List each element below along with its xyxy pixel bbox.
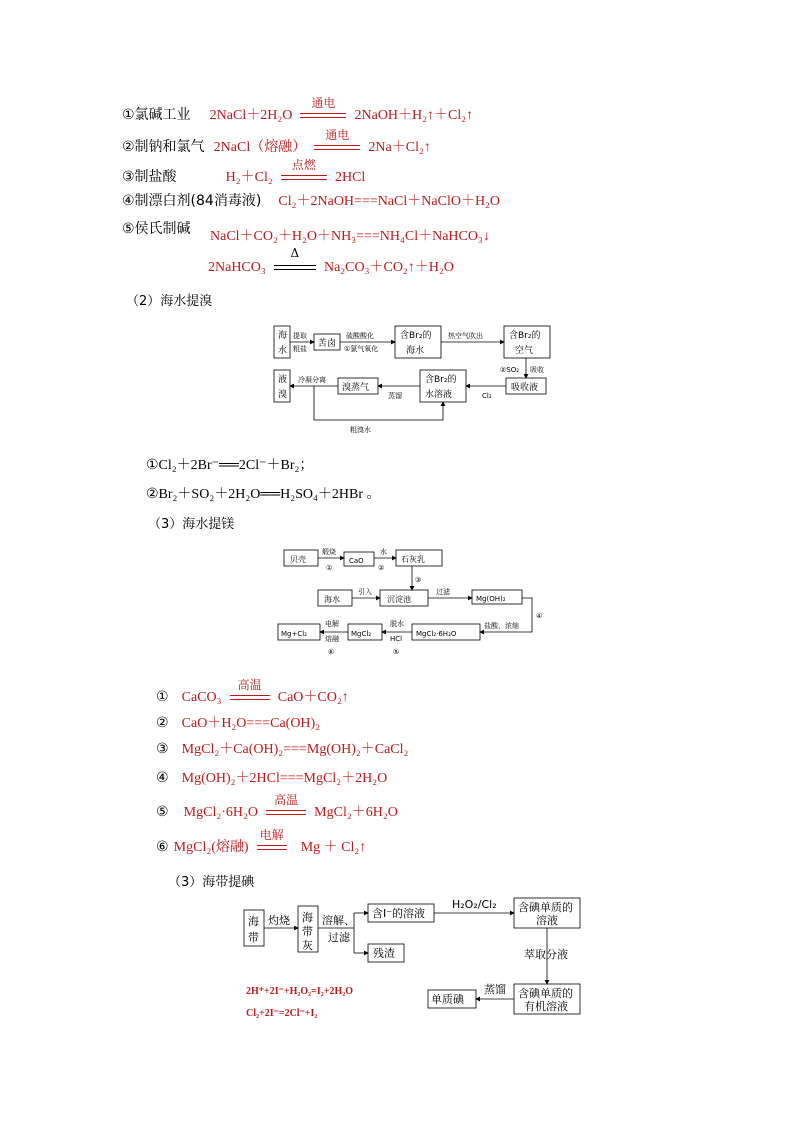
reaction-3-label: ③制盐酸 xyxy=(122,169,177,185)
extract-label: 萃取分液 xyxy=(524,948,568,961)
mg-eq-5-condition: 高温 xyxy=(266,804,306,820)
step1-bottom: ① xyxy=(326,564,333,572)
reaction-3-condition: 点燃 xyxy=(281,169,327,185)
reaction-3-right: 2HCl xyxy=(334,170,366,185)
step9-num: ⑥ xyxy=(328,648,335,656)
mg-eq-2-num: ② xyxy=(156,715,169,731)
reaction-5-label: ⑤侯氏制碱 xyxy=(122,221,191,237)
arrow3-top: 热空气吹出 xyxy=(448,332,483,340)
bromine-flow-diagram xyxy=(268,320,558,436)
iodine-solution-2: 溶液 xyxy=(536,914,558,927)
step8-bottom: HCl xyxy=(390,635,403,643)
mg-eq-1 xyxy=(156,677,349,706)
reaction-2-left: 2NaCl（熔融） xyxy=(213,140,307,155)
reaction-2-condition: 通电 xyxy=(314,139,360,155)
iodine-flow-diagram xyxy=(238,894,588,1018)
mg-eq-3-num: ③ xyxy=(156,741,169,757)
section-4-title: （3）海带提碘 xyxy=(168,875,255,890)
mg-eq-4 xyxy=(156,767,387,787)
kelp-char-2: 带 xyxy=(248,931,259,944)
residue-label: 残渣 xyxy=(373,947,395,960)
step3: ③ xyxy=(415,576,422,584)
reaction-5-label-row xyxy=(122,218,191,238)
burn-label: 灼烧 xyxy=(268,914,290,927)
liquid-bromine-1: 液 xyxy=(278,375,288,385)
mg-eq-2-text: CaO＋H₂O===Ca(OH)₂ xyxy=(181,716,321,731)
iodine-label: 单质碘 xyxy=(431,993,464,1006)
reaction-3 xyxy=(122,157,366,186)
bromine-vapor-label: 溴蒸气 xyxy=(342,383,370,393)
oxidant-label: H₂O₂/Cl₂ xyxy=(452,898,497,911)
step5-top: 过滤 xyxy=(436,588,450,596)
arrow4-label-1: ②SO₂ xyxy=(500,366,520,374)
reaction-5-eq2 xyxy=(208,245,454,276)
seawater-mg-label: 海水 xyxy=(324,595,340,604)
bromine-air-2: 空气 xyxy=(515,346,534,356)
mg-eq-6-num: ⑥ xyxy=(156,839,169,855)
reaction-5-eq1: NaCl＋CO₂＋H₂O＋NH₃===NH₄Cl＋NaHCO₃↓ xyxy=(210,229,490,244)
step8-top: 脱水 xyxy=(390,620,404,628)
magnesium-flow-diagram xyxy=(272,544,552,662)
reaction-5-eq2-condition: Δ xyxy=(274,259,316,275)
reaction-1 xyxy=(122,95,474,124)
arrow2-bottom: ①氯气氧化 xyxy=(344,345,379,353)
mg-eq-5-right: MgCl₂＋6H₂O xyxy=(314,805,398,820)
reaction-5-eq2-left: 2NaHCO₃ xyxy=(208,260,266,275)
arrow7-label: 冷凝分离 xyxy=(298,376,326,384)
mgcl-label: MgCl₂ xyxy=(351,630,372,638)
brine-label: 苦卤 xyxy=(318,339,337,349)
mg-eq-1-left: CaCO₃ xyxy=(181,690,222,705)
bromine-aqueous-2: 水溶液 xyxy=(425,390,453,400)
mg-eq-5-num: ⑤ xyxy=(156,804,169,820)
step9-top: 电解 xyxy=(325,620,339,628)
dissolve-label: 溶解、 xyxy=(322,914,355,927)
step4-top: 引入 xyxy=(358,588,372,596)
reaction-4-eq: Cl₂＋2NaOH===NaCl＋NaClO＋H₂O xyxy=(278,194,501,209)
bromine-aqueous-1: 含Br₂的 xyxy=(425,375,457,385)
mg-eq-1-num: ① xyxy=(156,689,169,705)
mg-eq-5-left: MgCl₂·6H₂O xyxy=(183,805,258,820)
filter-label: 过滤 xyxy=(328,931,350,944)
arrow2-top: 硫酸酸化 xyxy=(346,332,374,340)
reaction-4 xyxy=(122,190,500,210)
step7-label: 盐酸、浓缩 xyxy=(484,622,519,630)
reaction-1-left: 2NaCl＋2H₂O xyxy=(209,108,293,123)
tank-label: 沉淀池 xyxy=(387,595,411,604)
section-2-title: （2）海水提溴 xyxy=(126,294,213,309)
kelp-char-1: 海 xyxy=(248,915,259,928)
reaction-3-left: H₂＋Cl₂ xyxy=(225,170,273,185)
ash-char-2: 带 xyxy=(302,925,313,938)
mg-eq-3 xyxy=(156,738,408,758)
reaction-5-eq2-right: Na₂CO₃＋CO₂↑＋H₂O xyxy=(323,260,454,275)
bromine-seawater-1: 含Br₂的 xyxy=(400,331,432,341)
reaction-2 xyxy=(122,127,431,156)
absorb-label: 吸收液 xyxy=(511,383,539,393)
arrow6-label: 蒸馏 xyxy=(388,392,402,400)
hydrate-label: MgCl₂·6H₂O xyxy=(416,630,457,638)
mg-eq-6-left: MgCl₂(熔融) xyxy=(173,840,249,855)
mg-eq-5 xyxy=(156,792,398,821)
arrow5-label: Cl₂ xyxy=(482,392,492,400)
step8-num: ⑤ xyxy=(393,648,400,656)
reaction-2-right: 2Na＋Cl₂↑ xyxy=(368,140,431,155)
shell-label: 贝壳 xyxy=(290,555,306,564)
reaction-4-label: ④制漂白剂(84消毒液) xyxy=(122,193,262,209)
iodine-solution-1: 含碘单质的 xyxy=(518,901,573,914)
iodide-label: 含I⁻的溶液 xyxy=(372,907,426,920)
reaction-1-condition: 通电 xyxy=(300,107,346,123)
step1-top: 煅烧 xyxy=(322,548,336,556)
crude-bromine-water: 粗溴水 xyxy=(350,426,371,434)
cao-label: CaO xyxy=(349,557,364,565)
seawater-char-1: 海 xyxy=(278,331,288,341)
mg-eq-3-text: MgCl₂＋Ca(OH)₂===Mg(OH)₂＋CaCl₂ xyxy=(181,742,409,757)
mg-eq-1-condition: 高温 xyxy=(230,689,270,705)
mg-eq-6-condition: 电解 xyxy=(257,839,287,855)
liquid-bromine-2: 溴 xyxy=(278,390,288,400)
mg-eq-4-num: ④ xyxy=(156,770,169,786)
arrow4-label-2: 吸收 xyxy=(530,366,544,374)
arrow1-top: 提取 xyxy=(293,332,307,340)
mg-eq-6 xyxy=(156,827,367,856)
step9-bottom: 熔融 xyxy=(325,635,339,643)
step2-top: 水 xyxy=(380,548,387,556)
product-label: Mg+Cl₂ xyxy=(281,630,307,638)
mg-eq-6-right: Mg ＋ Cl₂↑ xyxy=(300,840,367,855)
mgoh-label: Mg(OH)₂ xyxy=(476,595,506,603)
seawater-char-2: 水 xyxy=(278,346,288,356)
lime-label: 石灰乳 xyxy=(401,555,425,564)
mg-eq-1-right: CaO＋CO₂↑ xyxy=(277,690,349,705)
mg-eq-2 xyxy=(156,712,320,732)
bromine-eq-2: ②Br₂＋SO₂＋2H₂O══H₂SO₄＋2HBr 。 xyxy=(146,487,381,502)
mg-eq-4-text: Mg(OH)₂＋2HCl===MgCl₂＋2H₂O xyxy=(181,771,388,786)
iodine-eq-2: Cl₂+2I⁻=2Cl⁻+I₂ xyxy=(246,1008,318,1019)
section-3-title: （3）海水提镁 xyxy=(148,517,235,532)
bromine-air-1: 含Br₂的 xyxy=(509,331,541,341)
step2-bottom: ② xyxy=(378,564,385,572)
reaction-1-right: 2NaOH＋H₂↑＋Cl₂↑ xyxy=(354,108,474,123)
reaction-2-label: ②制钠和氯气 xyxy=(122,139,205,155)
ash-char-3: 灰 xyxy=(302,939,313,952)
organic-solution-2: 有机溶液 xyxy=(524,1000,568,1013)
bromine-eq-1: ①Cl₂＋2Br⁻══2Cl⁻＋Br₂； xyxy=(146,458,314,473)
iodine-eq-1: 2H⁺+2I⁻+H₂O₂=I₂+2H₂O xyxy=(246,986,354,997)
reaction-1-label: ①氯碱工业 xyxy=(122,107,191,123)
step6: ④ xyxy=(536,612,543,620)
distill-label: 蒸馏 xyxy=(484,983,506,996)
ash-char-1: 海 xyxy=(302,911,313,924)
arrow1-bottom: 粗盐 xyxy=(293,345,307,353)
organic-solution-1: 含碘单质的 xyxy=(518,987,573,1000)
bromine-seawater-2: 海水 xyxy=(406,346,425,356)
